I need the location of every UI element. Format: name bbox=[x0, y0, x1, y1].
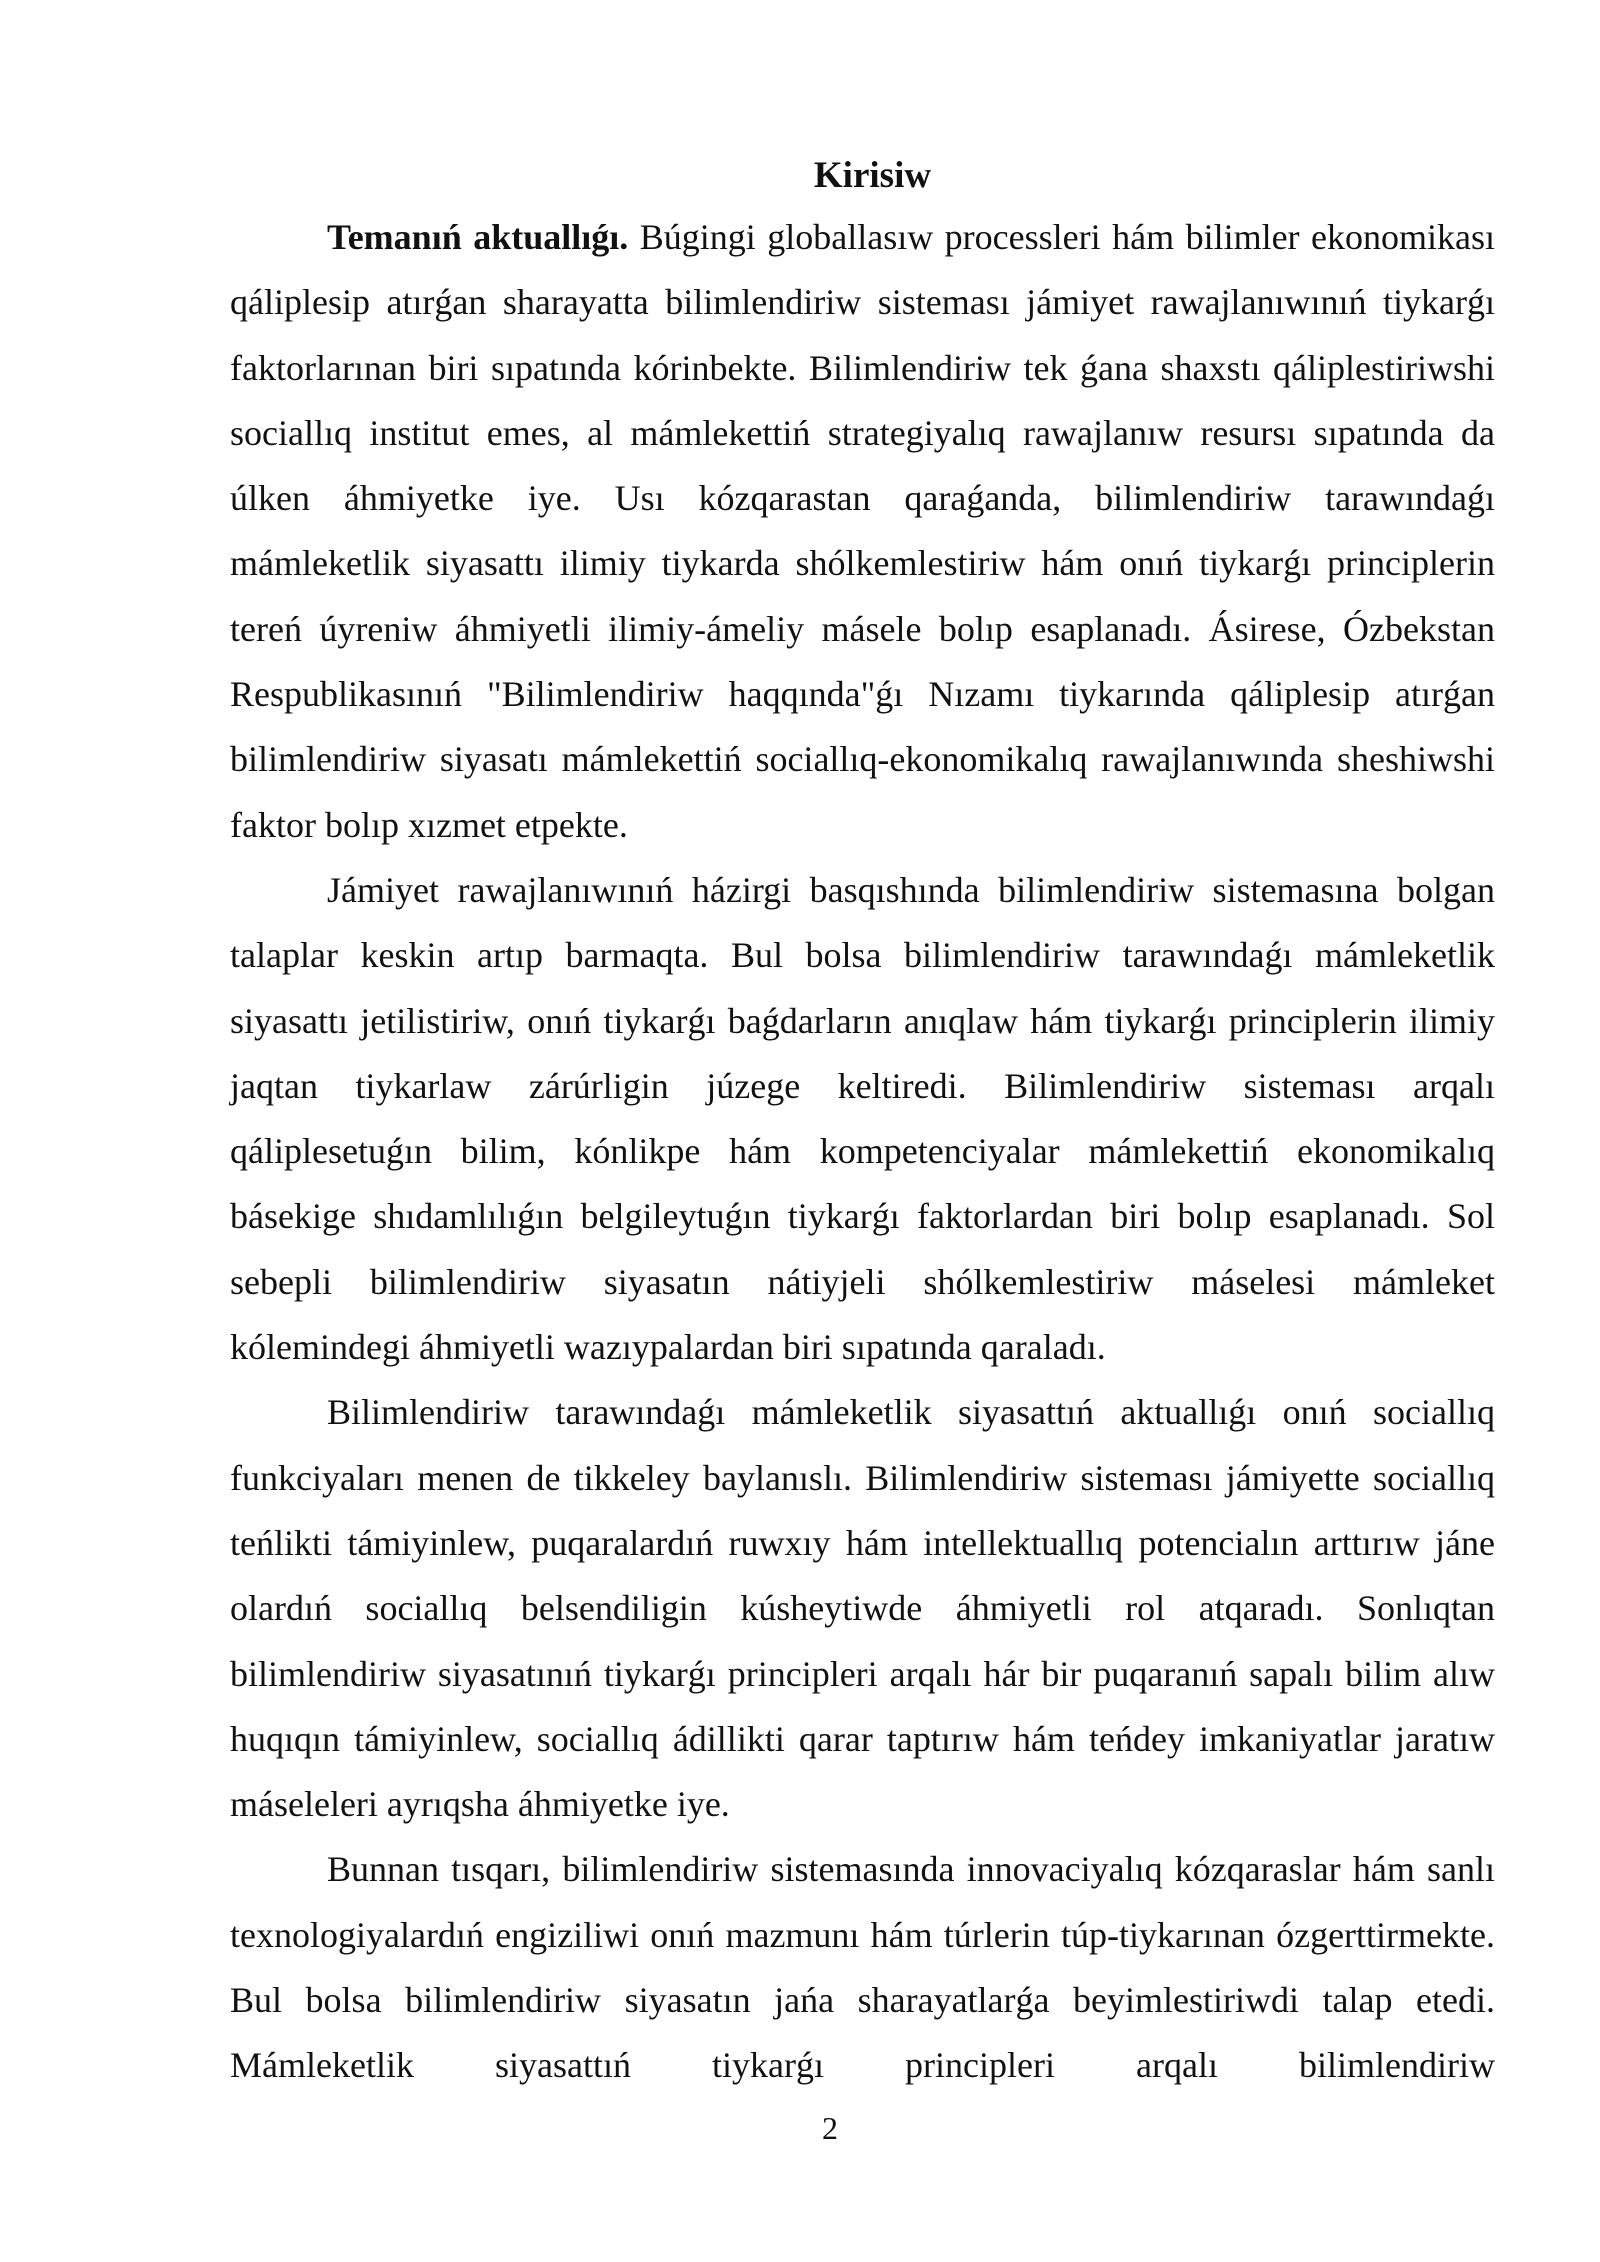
paragraph-text: Jámiyet rawajlanıwınıń házirgi basqıshında bilimlendiriw sistemasına bolgan talaplar keskin artıp barmaqta. Bul bolsa bilimlendiriw tarawındaǵı mámleketlik siyasattı jetilistiriw, onıń tiykarǵı baǵdarların anıqlaw hám tiykarǵı principlerin ilimiy jaqtan tiykarlaw zárúrligin júzege keltiredi. Bilimlendiriw sisteması arqalı qáliplesetuǵın bilim, kónlikpe hám kompetenciyalar mámlekettiń ekonomikalıq básekige shıdamlılıǵın belgileytuǵın tiykarǵı faktorlardan biri bolıp esaplanadı. Sol sebepli bilimlendiriw siyasatın nátiyjeli shólkemlestiriw máselesi mámleket kólemindegi áhmiyetli wazıypalardan biri sıpatında qaraladı. bbox=[230, 869, 1495, 1368]
paragraph-lead-heading: Temanıń aktuallıǵı. bbox=[327, 217, 629, 257]
document-body bbox=[230, 147, 1495, 2099]
paragraph-3 bbox=[230, 1380, 1495, 1837]
paragraph-4 bbox=[230, 1837, 1495, 2098]
paragraph-2 bbox=[230, 858, 1495, 1380]
paragraph-text: Bilimlendiriw tarawındaǵı mámleketlik siyasattıń aktuallıǵı onıń sociallıq funkciyaları menen de tikkeley baylanıslı. Bilimlendiriw sisteması jámiyette sociallıq teńlikti támiyinlew, puqaralardıń ruwxıy hám intellektuallıq potencialın arttırıw jáne olardıń sociallıq belsendiligin kúsheytiwde áhmiyetli rol atqaradı. Sonlıqtan bilimlendiriw siyasatınıń tiykarǵı principleri arqalı hár bir puqaranıń sapalı bilim alıw huqıqın támiyinlew, sociallıq ádillikti qarar taptırıw hám teńdey imkaniyatlar jaratıw máseleleri ayrıqsha áhmiyetke iye. bbox=[230, 1392, 1495, 1825]
paragraph-text: Búgingi globallasıw processleri hám bilimler ekonomikası qáliplesip atırǵan sharayatta bilimlendiriw sisteması jámiyet rawajlanıwınıń tiykarǵı faktorlarınan biri sıpatında kórinbekte. Bilimlendiriw tek ǵana shaxstı qáliplestiriwshi sociallıq institut emes, al mámlekettiń strategiyalıq rawajlanıw resursı sıpatında da úlken áhmiyetke iye. Usı kózqarastan qaraǵanda, bilimlendiriw tarawındaǵı mámleketlik siyasattı ilimiy tiykarda shólkemlestiriw hám onıń tiykarǵı principlerin tereń úyreniw áhmiyetli ilimiy-ámeliy másele bolıp esaplanadı. Ásirese, Ózbekstan Respublikasınıń "Bilimlendiriw haqqında"ǵı Nızamı tiykarında qáliplesip atırǵan bilimlendiriw siyasatı mámlekettiń sociallıq-ekonomikalıq rawajlanıwında sheshiwshi faktor bolıp xızmet etpekte. bbox=[230, 217, 1495, 845]
paragraph-1 bbox=[230, 205, 1495, 858]
page-number: 2 bbox=[822, 2110, 838, 2146]
paragraph-text: Bunnan tısqarı, bilimlendiriw sistemasında innovaciyalıq kózqaraslar hám sanlı texnologiyalardıń engiziliwi onıń mazmunı hám túrlerin túp-tiykarınan ózgerttirmekte. Bul bolsa bilimlendiriw siyasatın jańa sharayatlarǵa beyimlestiriwdi talap etedi. Mámleketlik siyasattıń tiykarǵı principleri arqalı bilimlendiriw bbox=[230, 1849, 1495, 2086]
document-title: Kirisiw bbox=[813, 155, 932, 196]
